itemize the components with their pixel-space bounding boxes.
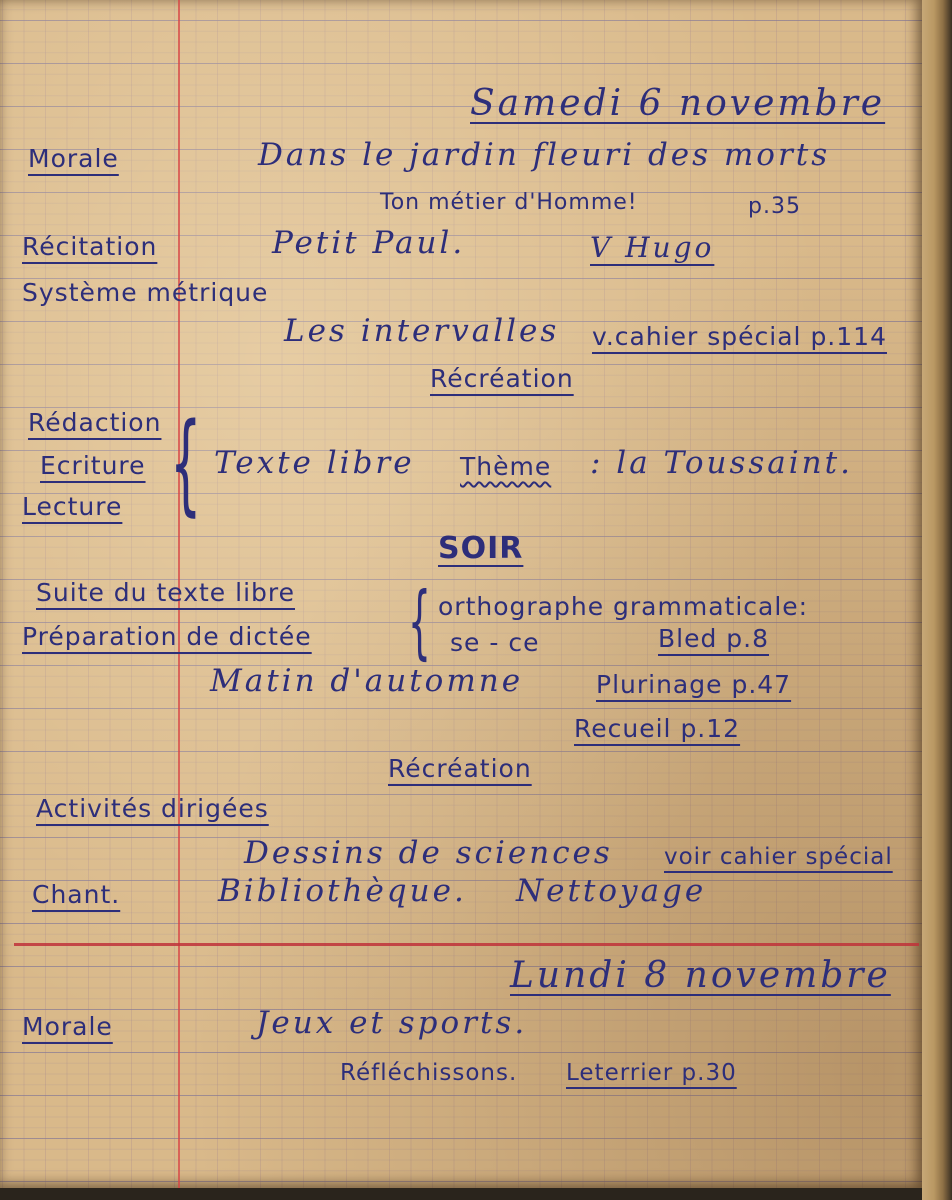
recreation-2: Récréation	[388, 754, 532, 783]
texte-libre: Texte libre	[214, 445, 415, 481]
morale-text-1: Dans le jardin fleuri des morts	[258, 137, 831, 173]
recreation-1: Récréation	[430, 364, 574, 393]
soir-heading: SOIR	[438, 531, 524, 566]
brace-2: {	[408, 575, 431, 668]
subject-recitation: Récitation	[22, 232, 158, 261]
recitation-title: Petit Paul.	[272, 225, 466, 261]
bibliotheque: Bibliothèque.	[218, 873, 467, 909]
subject-systeme-metrique: Système métrique	[22, 278, 269, 307]
morale-subtitle: Ton métier d'Homme!	[380, 190, 638, 215]
nettoyage: Nettoyage	[516, 873, 707, 909]
systeme-text: Les intervalles	[284, 313, 560, 349]
dessins-ref: voir cahier spécial	[664, 844, 893, 870]
subject-chant: Chant.	[32, 880, 121, 909]
subject-preparation-dictee: Préparation de dictée	[22, 622, 312, 651]
subject-morale-1: Morale	[28, 144, 119, 173]
subject-lecture: Lecture	[22, 492, 123, 521]
subject-ecriture: Ecriture	[40, 451, 146, 480]
leterrier-ref: Leterrier p.30	[566, 1060, 737, 1086]
bled-ref: Bled p.8	[658, 624, 770, 653]
day-separator-line	[14, 943, 919, 946]
matin-automne: Matin d'automne	[210, 663, 524, 699]
plurinage-ref: Plurinage p.47	[596, 670, 792, 699]
systeme-ref: v.cahier spécial p.114	[592, 322, 887, 351]
dessins-text: Dessins de sciences	[244, 835, 613, 871]
subject-morale-2: Morale	[22, 1012, 113, 1041]
orthographe-text: orthographe grammaticale:	[438, 592, 809, 621]
theme-label: Thème	[460, 452, 552, 481]
subject-suite-texte-libre: Suite du texte libre	[36, 578, 295, 607]
subject-activites-dirigees: Activités dirigées	[36, 794, 269, 823]
subject-redaction: Rédaction	[28, 408, 162, 437]
recueil-ref: Recueil p.12	[574, 714, 741, 743]
recitation-author: V Hugo	[590, 231, 715, 264]
notebook-page-edge	[922, 0, 952, 1200]
se-ce-text: se - ce	[450, 628, 540, 657]
date-heading-monday: Lundi 8 novembre	[510, 955, 891, 996]
morale-text-2: Jeux et sports.	[256, 1005, 528, 1041]
morale-page-ref: p.35	[748, 194, 801, 219]
brace-1: {	[170, 399, 202, 527]
reflechissons-text: Réfléchissons.	[340, 1060, 518, 1086]
date-heading-saturday: Samedi 6 novembre	[470, 83, 886, 124]
theme-text: : la Toussaint.	[590, 445, 853, 481]
